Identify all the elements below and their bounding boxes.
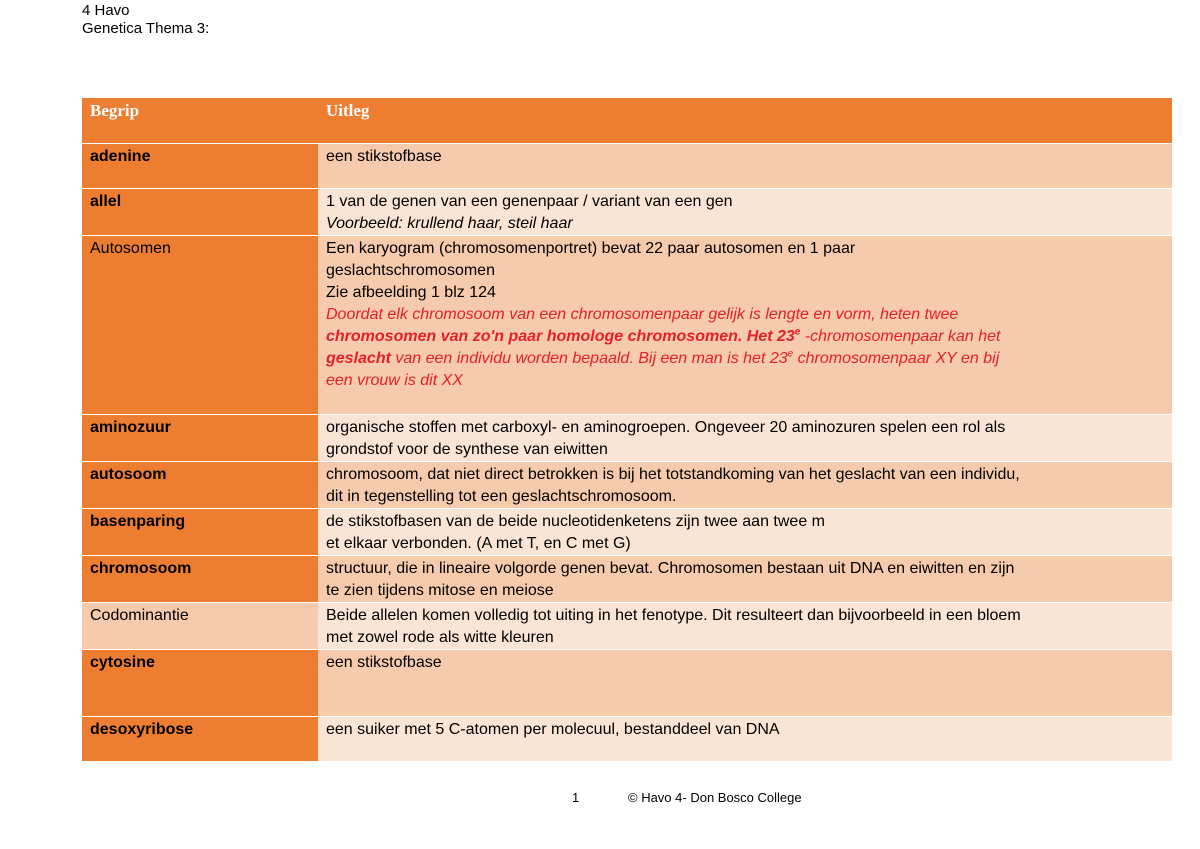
highlight-text <box>326 304 1164 392</box>
column-header-term: Begrip <box>82 98 318 143</box>
definition-cell <box>318 508 1172 555</box>
definition-cell <box>318 716 1172 761</box>
table-row <box>82 235 1172 414</box>
table-row <box>82 414 1172 461</box>
definition-line: 1 van de genen van een genenpaar / variant van een gen <box>326 192 733 210</box>
term-cell: chromosoom <box>82 555 318 602</box>
definition-line: geslachtschromosomen <box>326 261 495 279</box>
highlight-line: chromosomenpaar XY en bij <box>793 349 1000 367</box>
table-row <box>82 602 1172 649</box>
table-row <box>82 649 1172 716</box>
definition-line: et elkaar verbonden. (A met T, en C met G) <box>326 534 631 552</box>
term-cell: desoxyribose <box>82 716 318 761</box>
definition-line: dit in tegenstelling tot een geslachtschromosoom. <box>326 487 677 505</box>
definition-line: de stikstofbasen van de beide nucleotidenketens zijn twee aan twee m <box>326 512 825 530</box>
definition-line: chromosoom, dat niet direct betrokken is bij het totstandkoming van het geslacht van een individu, <box>326 465 1020 483</box>
definition-line: een stikstofbase <box>326 147 442 165</box>
definition-line: een stikstofbase <box>326 653 442 671</box>
table-row <box>82 188 1172 235</box>
highlight-line: een vrouw is dit XX <box>326 371 463 389</box>
example-line: Voorbeeld: krullend haar, steil haar <box>326 214 573 232</box>
table-header-row <box>82 98 1172 143</box>
table-row <box>82 716 1172 761</box>
definition-line: Een karyogram (chromosomenportret) bevat 22 paar autosomen en 1 paar <box>326 239 856 257</box>
document-header <box>82 2 209 38</box>
term-cell: basenparing <box>82 508 318 555</box>
highlight-bold: chromosomen van zo'n paar homologe chromosomen. Het 23 <box>326 327 795 345</box>
definition-line: met zowel rode als witte kleuren <box>326 628 554 646</box>
definition-cell <box>318 188 1172 235</box>
term-cell: cytosine <box>82 649 318 716</box>
table-row <box>82 508 1172 555</box>
definition-cell <box>318 235 1172 414</box>
class-label: 4 Havo <box>82 2 130 19</box>
superscript: e <box>794 326 801 338</box>
term-cell: aminozuur <box>82 414 318 461</box>
definition-line: grondstof voor de synthese van eiwitten <box>326 440 608 458</box>
definition-line: te zien tijdens mitose en meiose <box>326 581 554 599</box>
definition-cell <box>318 414 1172 461</box>
definition-cell <box>318 461 1172 508</box>
definition-line: organische stoffen met carboxyl- en aminogroepen. Ongeveer 20 aminozuren spelen een rol als <box>326 418 1006 436</box>
table-row <box>82 555 1172 602</box>
term-cell: autosoom <box>82 461 318 508</box>
theme-title: Genetica Thema 3: <box>82 20 210 37</box>
highlight-line: Doordat elk chromosoom van een chromosomenpaar gelijk is lengte en vorm, heten twee <box>326 305 959 323</box>
definition-line: structuur, die in lineaire volgorde genen bevat. Chromosomen bestaan uit DNA en eiwitten en zijn <box>326 559 1015 577</box>
term-cell: allel <box>82 188 318 235</box>
superscript: e <box>787 348 794 360</box>
definition-cell <box>318 143 1172 188</box>
highlight-line: van een individu worden bepaald. Bij een man is het 23 <box>390 349 788 367</box>
page-number: 1 <box>572 790 580 805</box>
glossary-table <box>82 98 1172 762</box>
term-cell: adenine <box>82 143 318 188</box>
table-row <box>82 143 1172 188</box>
definition-line: een suiker met 5 C-atomen per molecuul, bestanddeel van DNA <box>326 720 780 738</box>
table-row <box>82 461 1172 508</box>
highlight-bold: geslacht <box>326 349 391 367</box>
copyright-notice: © Havo 4- Don Bosco College <box>628 790 802 805</box>
term-cell: Codominantie <box>82 602 318 649</box>
term-cell: Autosomen <box>82 235 318 414</box>
column-header-explanation: Uitleg <box>318 98 1172 143</box>
definition-line: Zie afbeelding 1 blz 124 <box>326 283 496 301</box>
definition-cell <box>318 649 1172 716</box>
definition-cell <box>318 555 1172 602</box>
definition-line: Beide allelen komen volledig tot uiting in het fenotype. Dit resulteert dan bijvoorbeeld in een bloem <box>326 606 1021 624</box>
highlight-line: -chromosomenpaar kan het <box>800 327 1001 345</box>
definition-cell <box>318 602 1172 649</box>
